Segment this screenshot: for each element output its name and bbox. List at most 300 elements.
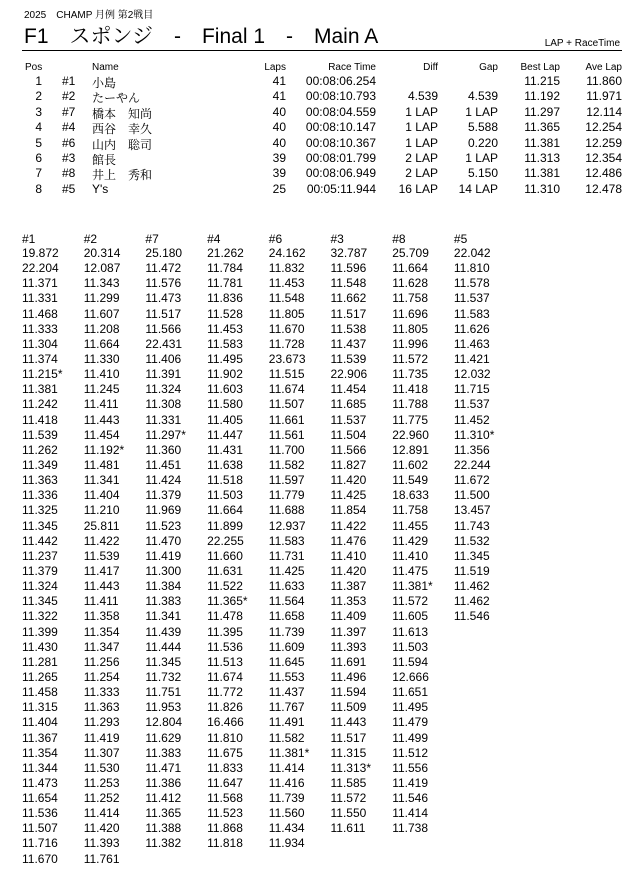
lap-time: 11.454: [330, 382, 367, 397]
lap-time: 11.299: [83, 291, 120, 306]
result-ave-lap: 12.486: [585, 166, 622, 181]
lap-time: 11.731: [268, 548, 305, 563]
lap-column-header: #8: [392, 232, 406, 246]
lap-time: 11.406: [145, 351, 182, 366]
lap-time: 11.237: [22, 548, 58, 563]
result-ave-lap: 12.114: [586, 104, 622, 119]
lap-time: 11.393: [330, 639, 367, 654]
lap-time: 12.937: [268, 518, 306, 533]
result-car-number: #6: [62, 135, 76, 150]
lap-time: 11.674: [207, 669, 243, 684]
result-pos: 5: [35, 135, 42, 150]
lap-column-header: #5: [453, 232, 468, 246]
lap-time: 11.371: [22, 276, 58, 291]
col-header-gap: Gap: [479, 62, 498, 73]
col-header-name: Name: [92, 62, 119, 73]
lap-time: 11.379: [145, 488, 182, 503]
lap-time: 11.412: [145, 791, 182, 806]
lap-time: 11.805: [392, 321, 428, 336]
lap-time: 11.658: [268, 609, 305, 624]
lap-column: [22, 232, 84, 867]
lap-time: 11.539: [330, 351, 367, 366]
lap-time: 11.512: [392, 745, 428, 760]
result-ave-lap: 12.478: [585, 181, 622, 196]
lap-time: 11.215*: [22, 367, 63, 382]
lap-time: 11.307: [83, 745, 120, 760]
lap-time: 11.539: [83, 548, 120, 563]
lap-time: 11.417: [83, 563, 120, 578]
result-pos: 7: [35, 166, 42, 181]
event-name: 2025 CHAMP 月例 第2戦目: [24, 10, 154, 21]
lap-time: 11.439: [145, 624, 182, 639]
lap-time: 11.902: [207, 367, 243, 382]
lap-time: 11.382: [145, 836, 182, 851]
lap-column: [269, 232, 331, 852]
lap-time: 11.455: [392, 518, 428, 533]
lap-time: 11.345: [22, 594, 58, 609]
result-car-number: #7: [62, 104, 76, 119]
lap-time: 11.536: [207, 639, 243, 654]
lap-time: 11.419: [83, 730, 120, 745]
lap-time: 11.996: [392, 336, 428, 351]
lap-time: 11.758: [392, 503, 428, 518]
lap-time: 11.495: [207, 351, 243, 366]
lap-time: 11.761: [83, 851, 120, 866]
lap-time: 11.491: [268, 715, 305, 730]
result-pos: 4: [35, 120, 42, 135]
lap-time: 11.324: [22, 579, 58, 594]
lap-time: 11.420: [330, 473, 367, 488]
lap-time: 25.709: [392, 246, 429, 260]
result-car-number: #5: [62, 181, 76, 196]
lap-time: 11.452: [453, 412, 490, 427]
header-divider: [22, 50, 622, 51]
lap-time: 11.405: [207, 412, 243, 427]
result-row: [0, 74, 642, 89]
lap-time: 11.425: [268, 563, 305, 578]
lap-time: 11.827: [330, 457, 367, 472]
lap-column-header: #3: [330, 232, 344, 246]
lap-time: 11.324: [145, 382, 182, 397]
lap-column-header: #4: [207, 232, 221, 246]
lap-time: 22.244: [453, 457, 491, 472]
result-laps: 40: [272, 120, 286, 135]
lap-time: 11.210: [83, 503, 120, 518]
lap-time: 11.672: [453, 473, 490, 488]
lap-time: 11.356: [453, 442, 490, 457]
lap-time: 11.691: [330, 654, 367, 669]
result-pos: 8: [35, 181, 42, 196]
lap-time: 11.810: [207, 730, 243, 745]
lap-time: 22.431: [145, 336, 183, 351]
lap-time: 11.507: [268, 397, 305, 412]
lap-time: 11.732: [145, 669, 182, 684]
lap-time: 11.308: [145, 397, 182, 412]
lap-time: 11.572: [392, 594, 428, 609]
col-header-pos: Pos: [25, 62, 43, 73]
lap-time: 11.578: [453, 276, 490, 291]
lap-time: 11.437: [268, 685, 305, 700]
result-laps: 39: [272, 166, 286, 181]
result-race-time: 00:08:04.559: [305, 104, 376, 119]
lap-time: 11.414: [392, 806, 428, 821]
lap-time: 11.582: [268, 457, 305, 472]
lap-time: 11.832: [268, 261, 305, 276]
lap-column: [331, 232, 393, 836]
lap-time: 11.420: [83, 821, 120, 836]
lap-time: 11.605: [392, 609, 428, 624]
lap-time: 11.262: [22, 442, 58, 457]
lap-time: 11.419: [392, 775, 428, 790]
lap-time: 11.664: [83, 336, 120, 351]
col-header-ave-lap: Ave Lap: [585, 62, 622, 73]
lap-time: 11.519: [453, 563, 490, 578]
lap-time: 11.458: [22, 685, 58, 700]
lap-time: 11.381*: [392, 579, 433, 594]
lap-time: 11.265: [22, 669, 58, 684]
lap-time: 11.662: [330, 291, 367, 306]
lap-time: 11.442: [22, 533, 58, 548]
result-driver-name: たーやん: [92, 91, 141, 106]
lap-time: 11.735: [392, 367, 428, 382]
lap-time: 11.431: [207, 442, 243, 457]
result-diff: 1 LAP: [405, 104, 438, 119]
lap-time: 11.363: [22, 473, 58, 488]
result-best-lap: 11.310: [524, 181, 560, 196]
result-driver-name: Y's: [92, 181, 109, 196]
lap-time: 11.429: [392, 533, 428, 548]
lap-time: 11.585: [330, 775, 367, 790]
lap-time: 11.631: [207, 563, 243, 578]
lap-time: 11.256: [83, 654, 120, 669]
result-driver-name: 館長: [92, 153, 117, 167]
result-race-time: 00:08:10.147: [305, 120, 376, 135]
lap-time: 11.383: [145, 594, 182, 609]
result-pos: 2: [35, 89, 42, 104]
lap-time: 11.325: [22, 503, 58, 518]
lap-time: 11.341: [83, 473, 120, 488]
lap-time: 11.383: [145, 745, 182, 760]
lap-column: [392, 232, 454, 836]
lap-time: 11.568: [207, 791, 243, 806]
lap-time: 11.522: [207, 579, 243, 594]
lap-time: 11.805: [268, 306, 305, 321]
lap-time: 11.523: [145, 518, 182, 533]
lap-time: 11.421: [453, 351, 490, 366]
result-row: [0, 120, 642, 135]
lap-time: 11.629: [145, 730, 182, 745]
lap-time: 11.767: [268, 700, 305, 715]
lap-time: 11.503: [392, 639, 428, 654]
lap-time: 11.418: [392, 382, 428, 397]
lap-time: 11.384: [145, 579, 182, 594]
lap-time: 11.513: [207, 654, 243, 669]
lap-time: 11.336: [22, 488, 58, 503]
lap-time: 11.688: [268, 503, 305, 518]
lap-time: 19.872: [22, 246, 59, 260]
lap-time: 11.453: [207, 321, 243, 336]
lap-time: 11.779: [268, 488, 305, 503]
lap-time: 11.751: [145, 685, 182, 700]
lap-time: 11.409: [330, 609, 367, 624]
lap-time: 11.419: [145, 548, 182, 563]
lap-time: 11.349: [22, 457, 58, 472]
lap-time: 11.685: [330, 397, 367, 412]
lap-time: 11.548: [330, 276, 367, 291]
lap-time: 11.313*: [330, 760, 371, 775]
lap-time: 11.345: [145, 654, 182, 669]
lap-time: 11.353: [330, 594, 367, 609]
lap-time: 11.345: [453, 548, 490, 563]
result-laps: 39: [272, 151, 286, 165]
lap-time: 11.420: [330, 563, 367, 578]
lap-time: 11.315: [22, 700, 58, 715]
lap-time: 11.381*: [268, 745, 310, 760]
lap-time: 11.399: [22, 624, 58, 639]
lap-time: 11.300: [145, 563, 182, 578]
lap-time: 11.518: [207, 473, 243, 488]
lap-time: 11.537: [330, 412, 367, 427]
result-driver-name: 井上 秀和: [92, 168, 153, 183]
lap-column-header: #6: [268, 232, 283, 246]
lap-time: 20.314: [83, 246, 121, 260]
lap-time: 11.333: [22, 321, 58, 336]
lap-time: 11.969: [145, 503, 182, 518]
result-race-time: 00:08:06.949: [305, 166, 376, 181]
lap-time: 22.960: [392, 427, 429, 442]
result-driver-name: 橋本 知尚: [92, 106, 153, 121]
lap-time: 11.758: [392, 291, 428, 306]
lap-time: 11.661: [268, 412, 305, 427]
lap-time: 11.208: [83, 321, 120, 336]
lap-time: 11.341: [145, 609, 182, 624]
lap-time: 11.387: [330, 579, 367, 594]
lap-time: 11.443: [83, 412, 120, 427]
lap-time: 13.457: [453, 503, 491, 518]
lap-time: 11.536: [22, 806, 58, 821]
result-diff: 1 LAP: [405, 135, 438, 150]
lap-time: 11.670: [268, 321, 305, 336]
result-row: [0, 166, 642, 181]
lap-time: 11.254: [83, 669, 120, 684]
result-best-lap: 11.381: [524, 166, 560, 181]
lap-time: 11.354: [83, 624, 120, 639]
lap-time: 25.180: [145, 246, 183, 260]
lap-time: 11.504: [330, 427, 367, 442]
lap-time: 11.345: [22, 518, 58, 533]
lap-time: 11.507: [22, 821, 58, 836]
lap-time: 11.550: [330, 806, 367, 821]
lap-time: 11.443: [83, 579, 120, 594]
lap-time: 11.826: [207, 700, 243, 715]
lap-time: 11.411: [83, 397, 119, 412]
result-ave-lap: 12.259: [585, 135, 622, 150]
lap-time: 11.810: [453, 261, 490, 276]
result-car-number: #3: [62, 151, 76, 165]
lap-time: 11.410: [330, 548, 367, 563]
lap-time: 22.906: [330, 367, 368, 382]
lap-time: 11.528: [207, 306, 243, 321]
lap-time: 11.453: [268, 276, 305, 291]
lap-column: [84, 232, 146, 867]
result-laps: 40: [272, 104, 286, 119]
lap-time: 11.404: [22, 715, 58, 730]
lap-time: 11.245: [83, 382, 120, 397]
result-best-lap: 11.313: [524, 151, 560, 165]
lap-time: 11.443: [330, 715, 367, 730]
lap-time: 11.564: [268, 594, 305, 609]
lap-time: 11.594: [392, 654, 428, 669]
result-diff: 1 LAP: [405, 120, 438, 135]
result-row: [0, 89, 642, 104]
col-header-laps: Laps: [264, 62, 286, 73]
result-pos: 1: [35, 74, 42, 88]
lap-time: 11.596: [330, 261, 367, 276]
lap-time: 11.418: [22, 412, 58, 427]
lap-time: 11.546: [453, 609, 490, 624]
result-best-lap: 11.215: [524, 74, 560, 88]
lap-time: 11.772: [207, 685, 243, 700]
lap-time: 23.673: [268, 351, 306, 366]
result-driver-name: 小島: [92, 76, 117, 90]
lap-time: 11.444: [145, 639, 182, 654]
lap-time: 11.580: [207, 397, 243, 412]
lap-time: 11.654: [22, 791, 58, 806]
lap-time: 11.499: [392, 730, 428, 745]
result-laps: 41: [272, 74, 286, 88]
lap-time: 11.322: [22, 609, 58, 624]
result-best-lap: 11.192: [524, 89, 560, 104]
result-diff: 4.539: [407, 89, 438, 104]
lap-time: 11.310*: [453, 427, 495, 442]
lap-time: 11.430: [22, 639, 58, 654]
lap-time: 11.500: [453, 488, 490, 503]
lap-time: 11.582: [268, 730, 305, 745]
col-header-race-time: Race Time: [328, 62, 376, 73]
lap-time: 11.583: [268, 533, 305, 548]
lap-time: 11.365*: [207, 594, 248, 609]
lap-time: 11.566: [330, 442, 367, 457]
lap-time: 11.572: [392, 351, 428, 366]
result-row: [0, 151, 642, 166]
lap-time: 11.556: [392, 760, 428, 775]
lap-time: 11.818: [207, 836, 243, 851]
lap-time: 11.462: [453, 579, 490, 594]
lap-time: 11.479: [392, 715, 428, 730]
lap-time: 11.304: [22, 336, 58, 351]
lap-time: 11.728: [268, 336, 305, 351]
result-car-number: #1: [62, 74, 76, 88]
lap-time: 12.666: [392, 669, 429, 684]
lap-time: 11.397: [330, 624, 367, 639]
lap-time: 11.560: [268, 806, 305, 821]
lap-time: 11.242: [22, 397, 58, 412]
lap-column-header: #2: [83, 232, 98, 246]
lap-column: [145, 232, 207, 852]
lap-time: 11.395: [207, 624, 243, 639]
lap-column-header: #7: [145, 232, 159, 246]
lap-time: 11.471: [145, 760, 182, 775]
lap-time: 11.422: [83, 533, 120, 548]
lap-time: 11.330: [83, 351, 120, 366]
lap-time: 11.434: [268, 821, 305, 836]
lap-time: 11.315: [330, 745, 367, 760]
lap-time: 11.645: [268, 654, 305, 669]
lap-time: 11.530: [83, 760, 120, 775]
lap-time: 11.651: [392, 685, 428, 700]
lap-time: 11.953: [145, 700, 182, 715]
lap-time: 11.613: [392, 624, 428, 639]
lap-time: 11.365: [145, 806, 182, 821]
lap-time: 22.204: [22, 261, 59, 276]
result-gap: 4.539: [467, 89, 498, 104]
lap-time: 11.715: [453, 382, 490, 397]
lap-time: 11.463: [453, 336, 490, 351]
lap-time: 11.252: [83, 791, 120, 806]
result-ave-lap: 11.971: [586, 89, 622, 104]
lap-time: 11.437: [330, 336, 367, 351]
result-car-number: #8: [62, 166, 76, 181]
result-ave-lap: 11.860: [586, 74, 622, 88]
result-pos: 6: [35, 151, 42, 165]
lap-time: 11.549: [392, 473, 428, 488]
result-laps: 40: [272, 135, 286, 150]
lap-time: 11.739: [268, 624, 305, 639]
lap-time: 25.811: [83, 518, 120, 533]
result-gap: 14 LAP: [458, 181, 498, 196]
lap-time: 11.572: [330, 791, 367, 806]
result-gap: 5.150: [467, 166, 498, 181]
lap-time: 11.414: [268, 760, 305, 775]
lap-time: 11.553: [268, 669, 305, 684]
lap-time: 11.576: [145, 276, 182, 291]
lap-time: 11.833: [207, 760, 243, 775]
lap-time: 22.255: [207, 533, 244, 548]
lap-time: 11.628: [392, 276, 428, 291]
lap-time: 24.162: [268, 246, 306, 260]
lap-time: 11.788: [392, 397, 428, 412]
col-header-best-lap: Best Lap: [520, 62, 560, 73]
result-best-lap: 11.297: [524, 104, 560, 119]
lap-time: 11.594: [330, 685, 367, 700]
lap-time: 11.422: [330, 518, 367, 533]
lap-time: 11.716: [22, 836, 58, 851]
lap-time: 11.478: [207, 609, 243, 624]
lap-time: 11.509: [330, 700, 367, 715]
result-gap: 1 LAP: [465, 104, 498, 119]
lap-time: 11.297*: [145, 427, 186, 442]
result-gap: 1 LAP: [465, 151, 498, 165]
lap-time: 11.664: [207, 503, 243, 518]
lap-time: 11.537: [453, 291, 490, 306]
lap-time: 11.454: [83, 427, 120, 442]
lap-time: 11.192*: [83, 442, 125, 457]
lap-time: 11.784: [207, 261, 243, 276]
result-pos: 3: [35, 104, 42, 119]
result-ave-lap: 12.254: [585, 120, 622, 135]
lap-time: 11.603: [207, 382, 243, 397]
result-best-lap: 11.381: [524, 135, 560, 150]
result-driver-name: 西谷 幸久: [92, 122, 153, 137]
lap-time: 11.854: [330, 503, 367, 518]
result-ave-lap: 12.354: [585, 151, 622, 165]
lap-time: 11.517: [330, 730, 367, 745]
lap-column: [454, 232, 516, 625]
lap-time: 11.602: [392, 457, 428, 472]
lap-time: 11.293: [83, 715, 120, 730]
lap-time: 11.410: [83, 367, 120, 382]
lap-time: 11.664: [392, 261, 428, 276]
